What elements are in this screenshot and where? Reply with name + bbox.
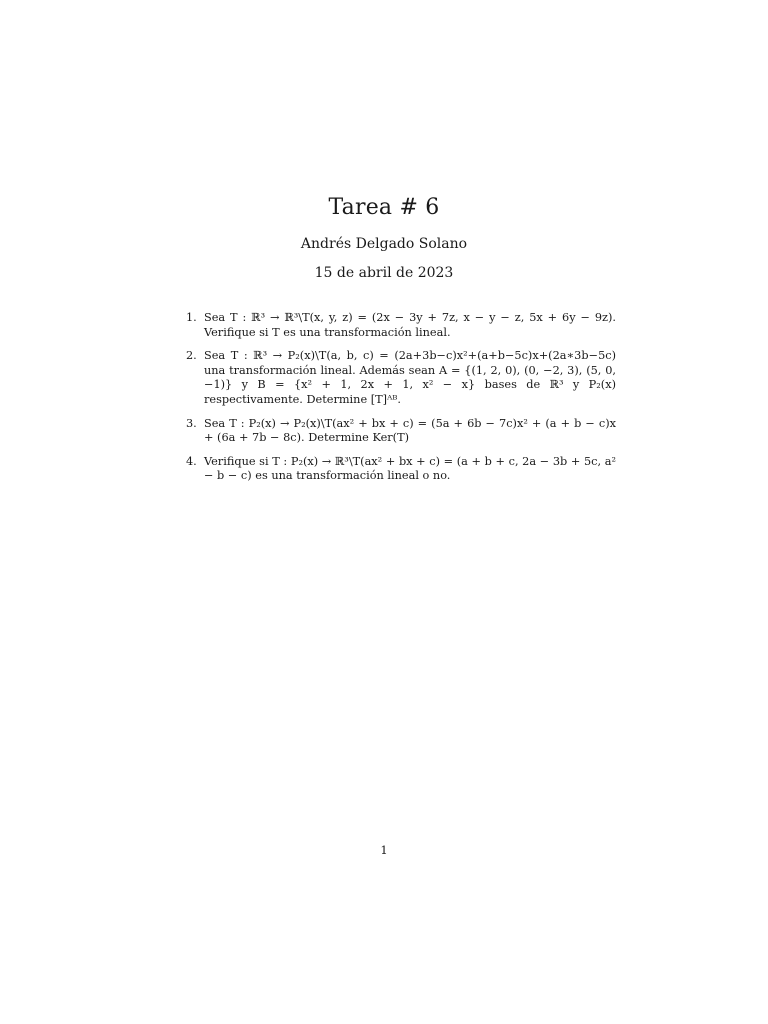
document-date: 15 de abril de 2023: [314, 265, 454, 281]
problem-number: 2.: [186, 349, 197, 363]
problem-item-2: [186, 349, 616, 407]
document-title: Tarea # 6: [328, 195, 440, 220]
problem-item-4: [186, 455, 616, 484]
problem-list: [186, 311, 616, 493]
problem-number: 1.: [186, 311, 197, 324]
problem-text: Verifique si T : P₂(x) → ℝ³\T(ax² + bx + c) = (a + b + c, 2a − 3b + 5c, a² − b − c) es una transformación lineal o no.: [204, 454, 616, 483]
problem-text: Sea T : P₂(x) → P₂(x)\T(ax² + bx + c) = (5a + 6b − 7c)x² + (a + b − c)x + (6a + 7b − 8c). Determine Ker(T): [204, 416, 616, 445]
page-number: 1: [380, 843, 388, 857]
problem-number: 3.: [186, 416, 197, 430]
document-author: Andrés Delgado Solano: [300, 236, 468, 252]
problem-item-3: [186, 417, 616, 446]
problem-number: 4.: [186, 454, 197, 468]
problem-text: Sea T : ℝ³ → ℝ³\T(x, y, z) = (2x − 3y + 7z, x − y − z, 5x + 6y − 9z). Verifique si T es una transformación lineal.: [204, 311, 616, 339]
problem-text: Sea T : ℝ³ → P₂(x)\T(a, b, c) = (2a+3b−c)x²+(a+b−5c)x+(2a∗3b−5c) una transformación lineal. Además sean A = {(1, 2, 0), (0, −2, 3), (5, 0, −1)} y B = {x² + 1, 2x + 1, x² − x} bases de ℝ³ y P₂(x) respectivamente. Determine [T]ᴬᴮ.: [204, 349, 616, 406]
problem-item-1: [186, 311, 616, 340]
